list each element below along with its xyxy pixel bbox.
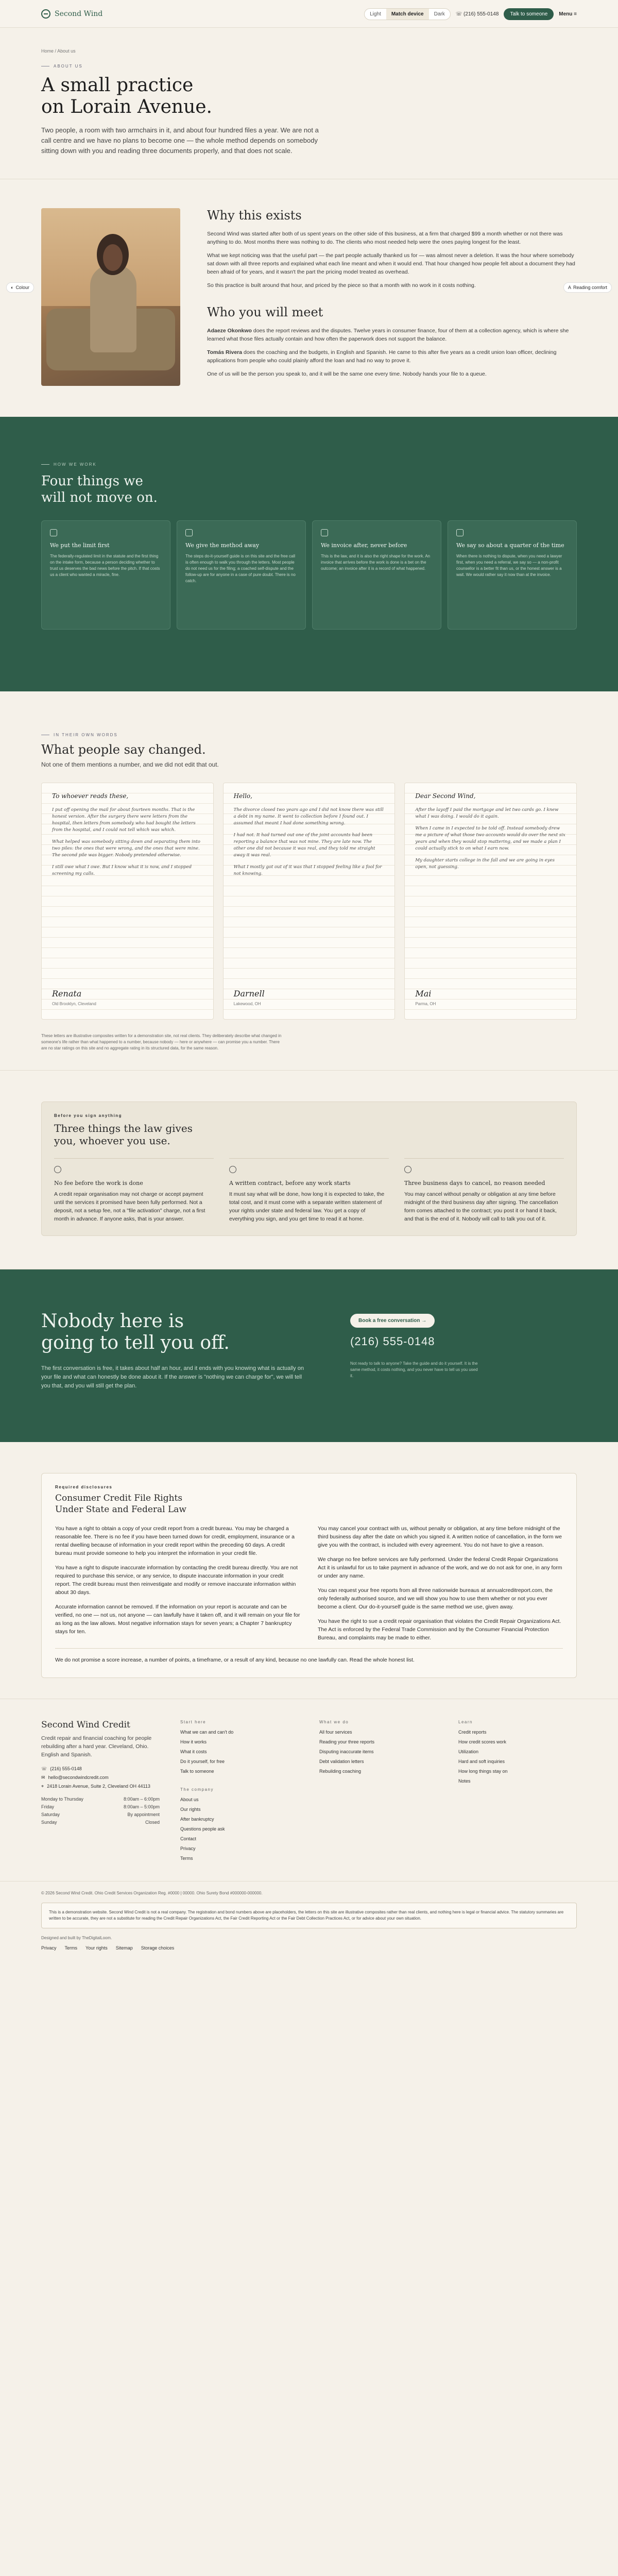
right-item — [54, 1158, 214, 1223]
hours-time: By appointment — [127, 1812, 160, 1817]
letter-paragraph: I had not. It had turned out one of the joint accounts had been reporting a balance that was not mine. They are late now. The other one did not because it was real, and they told me straight away it was real. — [233, 833, 375, 858]
disclosures-title-line-2: Under State and Federal Law — [55, 1504, 186, 1515]
hours-time: 8:00am – 5:00pm — [123, 1804, 160, 1809]
promises-eyebrow: HOW WE WORK — [41, 462, 577, 467]
registration-line: © 2026 Second Wind Credit. Ohio Credit Services Organization Reg. #0000 | 00000. Ohio Surety Bond #000000-000000. — [41, 1891, 263, 1895]
letter-paragraph: When I came in I expected to be told off. Instead somebody drew me a picture of what those two accounts would do over the next six years and when they would stop mattering, and we made a plan I could actually stick to on what I earn now. — [415, 826, 565, 851]
promise-card-title: We say so about a quarter of the time — [456, 542, 564, 549]
right-item — [229, 1158, 389, 1223]
footer-nav-learn — [458, 1720, 577, 1866]
letter-location: Lakewood, OH — [233, 1002, 261, 1006]
opening-hours — [41, 1797, 160, 1825]
promise-card-text: The federally-regulated limit in the statute and the first thing on the intake form, because a person deciding whether to trust us deserves the bad news before the pitch. If that costs us a client who wanted a miracle, fine. — [50, 554, 160, 577]
testimonials-section — [0, 691, 618, 1071]
footer-col-title: What we do — [319, 1720, 349, 1724]
hours-day: Sunday — [41, 1820, 57, 1825]
book-conversation-label: Book a free conversation — [358, 1318, 420, 1324]
testimonials-subtitle: Not one of them mentions a number, and we did not edit that out. — [41, 761, 219, 768]
theme-switcher — [364, 8, 451, 20]
why-title: Why this exists — [207, 208, 302, 223]
footer-link[interactable]: Contact — [180, 1836, 197, 1841]
hours-time: Closed — [145, 1820, 160, 1825]
footer-link[interactable]: Privacy — [180, 1846, 196, 1851]
right-text: It must say what will be done, how long it is expected to take, the total cost, and it must come with a separate written statement of your rights under state and federal law. You get a copy of everything you sign, and you get time to read it at home. — [229, 1191, 385, 1222]
palette-icon: ◐ — [11, 285, 14, 290]
disclosure-paragraph: We charge no fee before services are fully performed. Under the federal Credit Repair Organizations Act it is unlawful for us to take payment in advance of the work, and we do not ask for one, in any form or under any name. — [318, 1556, 562, 1579]
logo-icon — [41, 9, 50, 19]
why-paragraph: What we kept noticing was that the useful part — the part people actually thanked us for — was almost never a deletion. It was the hour where somebody sat down with all three reports and explained what each line meant and when it would end. That hour changed how people felt about a document they had been afraid of for years, and it wasn't the part the pricing model treated as overhead. — [207, 252, 575, 275]
disclosure-paragraph: You may cancel your contract with us, without penalty or obligation, at any time before midnight of the third business day after the date on which you signed it. A written notice of cancellation, in the form we give you with the contract, is included with every agreement. You do not have to give a reason. — [318, 1526, 562, 1548]
footer-col-title: Learn — [458, 1720, 473, 1724]
promise-card — [177, 520, 306, 630]
footer-link[interactable]: Debt validation letters — [319, 1759, 364, 1764]
portrait-photo — [41, 208, 180, 386]
footer-blurb: Credit repair and financial coaching for people rebuilding after a hard year. Cleveland, Ohio. English and Spanish. — [41, 1735, 152, 1758]
footer-nav-start — [180, 1720, 299, 1866]
disclosures-title-line-1: Consumer Credit File Rights — [55, 1493, 183, 1503]
legal-link[interactable]: Privacy — [41, 1945, 57, 1951]
phone-icon: ☏ — [41, 1766, 47, 1771]
footer-link[interactable]: How long things stay on — [458, 1769, 508, 1774]
letter-paragraph: The divorce closed two years ago and I did not know there was still a debt in my name. It went to collection before I found out. I assumed that meant I had done something wrong. — [233, 807, 384, 826]
cta-title-line-1: Nobody here is — [41, 1311, 184, 1332]
meet-title: Who you will meet — [207, 305, 323, 319]
rights-title — [54, 1122, 564, 1147]
why-paragraph: Second Wind was started after both of us spent years on the other side of this business, at a firm that charged $99 a month whether or not there was anything to do. Most months there was nothing to do. The clients who most needed help were the ones paying longest for the least. — [207, 231, 563, 245]
letter-paragraph: What helped was somebody sitting down and separating them into two piles: the ones that were wrong, and the ones that were mine. The second pile was bigger. Nobody pretended otherwise. — [52, 839, 200, 858]
cta-title — [41, 1311, 309, 1354]
footer-col-title: The company — [180, 1787, 214, 1792]
meet-closing: One of us will be the person you speak to, and it will be the same one every time. Nobody hands your file to a queue. — [207, 371, 487, 377]
cta-title-line-2: going to tell you off. — [41, 1332, 230, 1353]
theme-dark-button[interactable]: Dark — [434, 11, 445, 17]
footer-brand: Second Wind Credit — [41, 1720, 130, 1730]
letter-signature: Darnell — [233, 989, 265, 998]
testimonial-letter — [41, 783, 214, 1020]
right-title: A written contract, before any work starts — [229, 1180, 351, 1187]
menu-button[interactable] — [559, 11, 577, 17]
hours-row — [41, 1820, 160, 1825]
right-item — [404, 1158, 564, 1223]
colour-label: Colour — [15, 285, 29, 290]
hours-day: Friday — [41, 1804, 55, 1809]
promise-card-title: We invoice after, never before — [321, 542, 407, 549]
hours-row — [41, 1804, 160, 1809]
footer-link[interactable]: Credit reports — [458, 1730, 487, 1735]
why-section — [0, 179, 618, 417]
promises-title-line-2: will not move on. — [41, 490, 158, 505]
footer-email: hello@secondwindcredit.com — [48, 1775, 109, 1780]
why-paragraph: So this practice is built around that hour, and priced by the piece so that a month with no work in it costs nothing. — [207, 282, 476, 289]
document-icon — [229, 1166, 236, 1173]
disclosure-paragraph: Accurate information cannot be removed. If the information on your report is accurate and can be verified, no one — not us, not anyone — can lawfully have it taken off, and it will remain on your file for as long as the law allows. Most negative information stays for seven years; a Chapter 7 bankruptcy stays for ten. — [55, 1604, 300, 1635]
promises-section — [0, 417, 618, 691]
legal-link[interactable]: Your rights — [85, 1945, 108, 1951]
letter-salutation: Hello, — [233, 792, 252, 800]
hours-row — [41, 1797, 160, 1802]
arrow-right-icon: → — [421, 1318, 427, 1324]
header-phone-link[interactable]: ☏ (216) 555-0148 — [455, 11, 499, 17]
testimonials-title: What people say changed. — [41, 742, 206, 757]
footer-link[interactable]: What we can and can't do — [180, 1730, 234, 1735]
footer-link[interactable]: Disputing inaccurate items — [319, 1749, 374, 1754]
right-title: No fee before the work is done — [54, 1180, 143, 1187]
footer-col-title: Start here — [180, 1720, 207, 1724]
credit-line: Designed and built by TheDigitalLoom. — [41, 1936, 112, 1940]
breadcrumb-current: About us — [57, 48, 76, 54]
footer-link[interactable]: Our rights — [180, 1807, 201, 1812]
page-title — [41, 75, 577, 118]
letter-signature: Renata — [52, 989, 82, 998]
promise-card-text: This is the law, and it is also the right shape for the work. An invoice that arrives before the work is done is a bet on the outcome; an invoice after it is a record of what happened. — [321, 554, 431, 571]
legal-link[interactable]: Storage choices — [141, 1945, 175, 1951]
footer-link[interactable]: About us — [180, 1797, 199, 1802]
letter-paragraph: My daughter starts college in the fall and we are going in eyes open, not guessing. — [415, 858, 555, 870]
footer-link[interactable]: Notes — [458, 1778, 471, 1784]
team-member-tomas — [207, 348, 577, 365]
cta-phone-link[interactable] — [350, 1335, 479, 1348]
promise-card — [448, 520, 577, 630]
pin-icon: ⌖ — [41, 1784, 44, 1789]
testimonial-letter — [404, 783, 577, 1020]
legal-link[interactable]: Sitemap — [115, 1945, 133, 1951]
hours-row — [41, 1812, 160, 1817]
promise-card — [312, 520, 441, 630]
rights-title-line-1: Three things the law gives — [54, 1122, 193, 1134]
disclosures-box — [41, 1473, 577, 1678]
legal-section — [0, 1882, 618, 1971]
letter-location: Old Brooklyn, Cleveland — [52, 1002, 96, 1006]
calendar-icon — [404, 1166, 411, 1173]
disclosures-section — [0, 1442, 618, 1699]
brand-logo[interactable] — [41, 9, 102, 19]
letter-location: Parma, OH — [415, 1002, 436, 1006]
promise-card — [41, 520, 170, 630]
site-header — [0, 0, 618, 28]
book-conversation-button[interactable] — [350, 1314, 435, 1328]
book-icon — [185, 529, 193, 536]
disclosures-footnote: We do not promise a score increase, a number of points, a timeframe, or a result of any kind, because no one lawfully can. Read the whole honest list. — [55, 1648, 563, 1664]
member-name: Tomás Rivera — [207, 349, 243, 355]
cta-section — [0, 1269, 618, 1442]
cta-phone: (216) 555-0148 — [350, 1335, 435, 1348]
rights-section — [0, 1071, 618, 1269]
site-footer — [0, 1699, 618, 1882]
letter-paragraph: What I mostly got out of it was that I stopped feeling like a fool for not knowing. — [233, 865, 382, 876]
promise-card-text: The steps do-it-yourself guide is on this site and the free call is often enough to walk you through the letters. Most people do not need us for the filing; a coached self-dispute and the follow-up are for anyone in a case of pure doubt. There is no catch. — [185, 554, 296, 583]
page-title-line-1: A small practice — [41, 75, 194, 96]
menu-icon: ≡ — [574, 11, 577, 17]
footer-link[interactable]: After bankruptcy — [180, 1817, 214, 1822]
testimonial-letter — [223, 783, 396, 1020]
hero-intro: Two people, a room with two armchairs in it, and about four hundred files a year. We are not a call centre and we have no plans to become one — the whole method depends on somebody sitting down with you and reading three documents properly, and that does not scale. — [41, 126, 319, 155]
footer-address — [41, 1784, 160, 1789]
letter-signature: Mai — [415, 989, 432, 998]
promises-title-line-1: Four things we — [41, 473, 143, 489]
footer-link[interactable]: Questions people ask — [180, 1826, 225, 1832]
footer-address-text: 2418 Lorain Avenue, Suite 2, Cleveland OH 44113 — [47, 1784, 150, 1789]
theme-match-button[interactable]: Match device — [386, 9, 429, 20]
promises-title — [41, 473, 577, 506]
footer-link[interactable]: Terms — [180, 1856, 193, 1861]
coin-icon — [54, 1166, 61, 1173]
letter-paragraph: I put off opening the mail for about fourteen months. That is the honest version. After the surgery there were letters from the hospital, then letters from somebody who had bought the letters from the hospital, and I could not tell which was which. — [52, 807, 196, 833]
breadcrumb — [41, 48, 577, 54]
legal-link[interactable]: Terms — [64, 1945, 78, 1951]
team-member-adaeze — [207, 327, 577, 343]
disclosure-paragraph: You have the right to sue a credit repair organisation that violates the Credit Repair Organizations Act. The Act is enforced by the Federal Trade Commission and by the Consumer Financial Protection Bureau, and complaints may be made to either. — [318, 1618, 561, 1641]
cta-note: Not ready to talk to anyone? Take the guide and do it yourself. It is the same method, it costs nothing, and you never have to tell us you used it. — [350, 1361, 478, 1378]
promise-card-title: We put the limit first — [50, 542, 110, 549]
breadcrumb-home[interactable]: Home — [41, 48, 54, 54]
hours-day: Saturday — [41, 1812, 60, 1817]
hero-section — [0, 28, 618, 179]
demo-notice: This is a demonstration website. Second Wind Credit is not a real company. The registration and bond numbers above are placeholders, the letters on this site are illustrative composites rather than real clients, and nothing here is legal or financial advice. The statutory summaries are written to be accurate, they are not a substitute for reading the Credit Repair Organizations Act, the Fair Credit Reporting Act or the Fair Debt Collection Practices Act, or for advice about your own situation. — [41, 1903, 577, 1928]
letter-salutation: To whoever reads these, — [52, 792, 129, 800]
reading-comfort-toggle[interactable] — [563, 282, 612, 293]
footer-nav-services — [319, 1720, 438, 1866]
check-icon — [50, 529, 57, 536]
hours-day: Monday to Thursday — [41, 1797, 83, 1802]
rights-box — [41, 1101, 577, 1236]
footer-link[interactable]: What it costs — [180, 1749, 207, 1754]
breadcrumb-separator: / — [55, 48, 57, 54]
brand-name: Second Wind — [55, 10, 103, 18]
footer-link[interactable]: Talk to someone — [180, 1769, 214, 1774]
promise-cards — [41, 520, 577, 630]
rights-tag: Before you sign anything — [54, 1113, 123, 1118]
invoice-icon — [321, 529, 328, 536]
footer-link[interactable]: All four services — [319, 1730, 352, 1735]
page-title-line-2: on Lorain Avenue. — [41, 96, 212, 117]
footer-link[interactable]: How it works — [180, 1739, 207, 1744]
footer-link[interactable]: Do it yourself, for free — [180, 1759, 225, 1764]
header-phone: (216) 555-0148 — [464, 11, 499, 17]
footer-link[interactable]: How credit scores work — [458, 1739, 507, 1744]
colour-toggle[interactable] — [6, 282, 34, 293]
disclosure-paragraph: You can request your free reports from all three nationwide bureaus at annualcreditreport.com, the only federally authorised source, and we will show you how to use them whether or not you ever become a client. Our do-it-yourself guide is the same method we use, given away. — [318, 1587, 553, 1610]
member-name: Adaeze Okonkwo — [207, 328, 252, 334]
right-text: A credit repair organisation may not charge or accept payment until the services it promised have been fully performed. Not a deposit, not a setup fee, not a "file activation" charge, not a first month in advance. If anyone asks, that is your answer. — [54, 1191, 205, 1222]
footer-phone: (216) 555-0148 — [50, 1766, 82, 1771]
footer-link[interactable]: Rebuilding coaching — [319, 1769, 362, 1774]
hours-time: 8:00am – 6:00pm — [123, 1797, 160, 1802]
disclosures-title — [55, 1493, 563, 1515]
testimonials-disclaimer: These letters are illustrative composites written for a demonstration site, not real clients. They deliberately describe what changed in someone's life rather than what happened to a number, because nobody — here or anywhere — can promise you a number. There are no star ratings on this site and no aggregate rating in its structured data, for the same reason. — [41, 1033, 282, 1050]
footer-link[interactable]: Utilization — [458, 1749, 479, 1754]
mail-icon: ✉ — [41, 1775, 45, 1780]
reading-comfort-label: Reading comfort — [573, 285, 607, 290]
hero-eyebrow: ABOUT US — [41, 64, 577, 69]
footer-link[interactable]: Reading your three reports — [319, 1739, 375, 1744]
testimonials-eyebrow: IN THEIR OWN WORDS — [41, 733, 577, 737]
footer-phone-link[interactable] — [41, 1766, 160, 1772]
promise-card-text: When there is nothing to dispute, when you need a lawyer first, when you need a referral, we say so — a non-profit counsellor is a better fit than us, or the honest answer is a wait. We would rather say it now than at the invoice. — [456, 554, 562, 577]
talk-button[interactable]: Talk to someone — [504, 8, 554, 20]
letter-paragraph: I still owe what I owe. But I know what it is now, and I stopped screening my calls. — [52, 865, 192, 876]
footer-link[interactable]: Hard and soft inquiries — [458, 1759, 505, 1764]
member-bio: does the report reviews and the disputes. Twelve years in consumer finance, four of them at a collection agency, which is where she learned what those files actually contain and how often the paperwork does not support the balance. — [207, 328, 569, 342]
menu-label: Menu — [559, 11, 573, 17]
disclosures-tag: Required disclosures — [55, 1485, 113, 1489]
rights-title-line-2: you, whoever you use. — [54, 1134, 170, 1147]
cta-text: The first conversation is free, it takes about half an hour, and it ends with you knowing what is actually on your file and what can honestly be done about it. If the answer is "nothing we can charge for", we will tell you that, and you will still get the plan. — [41, 1365, 304, 1389]
disclosure-paragraph: You have a right to dispute inaccurate information by contacting the credit bureau directly. You are not required to purchase this service, or any service, to dispute inaccurate information in your credit report. The credit bureau must then reinvestigate and modify or remove inaccurate information within about 30 days. — [55, 1565, 298, 1596]
chat-icon — [456, 529, 464, 536]
promise-card-title: We give the method away — [185, 542, 260, 549]
letter-paragraph: After the layoff I paid the mortgage and let two cards go. I knew what I was doing. I would do it again. — [415, 807, 559, 819]
letter-salutation: Dear Second Wind, — [415, 792, 476, 800]
member-bio: does the coaching and the budgets, in English and Spanish. He came to this after five years as a credit union loan officer, declining applications from people who could plainly afford the loan and had no way to prove it. — [207, 349, 557, 364]
text-size-icon: A — [568, 285, 571, 290]
right-text: You may cancel without penalty or obligation at any time before midnight of the third business day after signing. The cancellation form comes attached to the contract; you post it or hand it back, and that is the end of it. Nobody will call to talk you out of it. — [404, 1191, 558, 1222]
theme-light-button[interactable]: Light — [370, 11, 381, 17]
disclosure-paragraph: You have a right to obtain a copy of your credit report from a credit bureau. You may be charged a reasonable fee. There is no fee if you have been turned down for credit, employment, insurance or a rental dwelling because of information in your credit report within the preceding 60 days. A credit bureau must provide someone to help you interpret the information in your credit file. — [55, 1526, 295, 1556]
footer-email-link[interactable] — [41, 1775, 160, 1781]
right-title: Three business days to cancel, no reason needed — [404, 1180, 545, 1187]
